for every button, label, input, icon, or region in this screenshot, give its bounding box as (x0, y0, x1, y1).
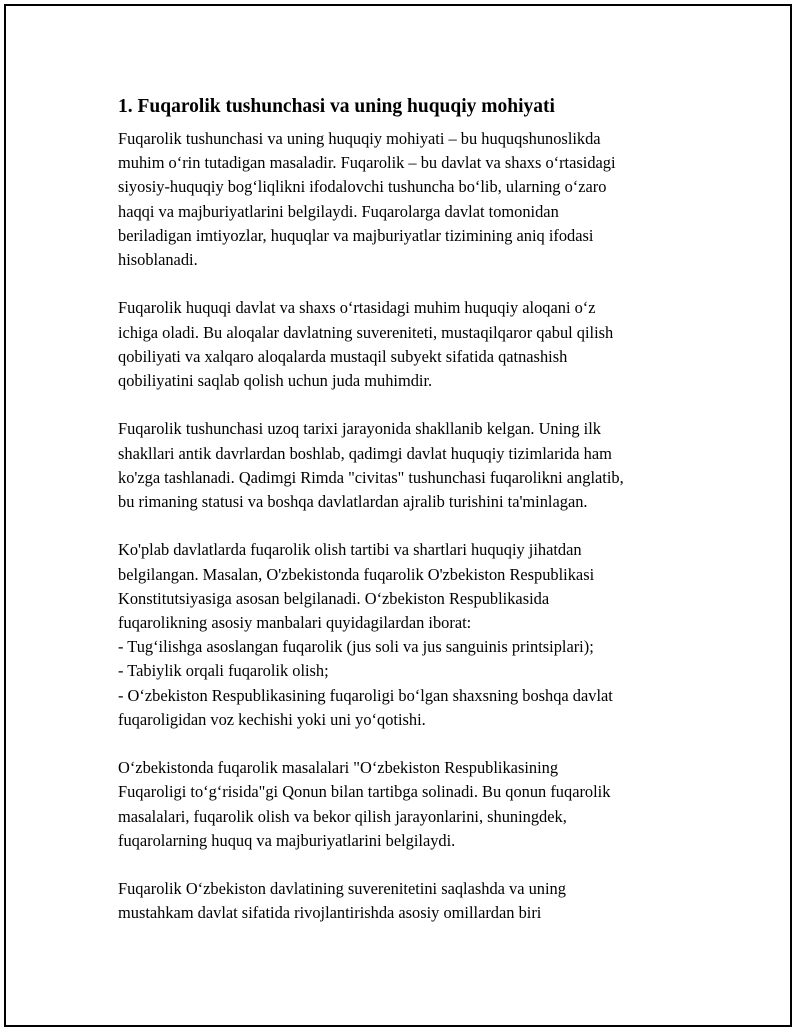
list-item: - Tabiylik orqali fuqarolik olish; (118, 661, 329, 681)
text-line: shakllari antik davrlardan boshlab, qadimgi davlat huquqiy tizimlarida ham (118, 443, 612, 463)
text-line: qobiliyatini saqlab qolish uchun juda muhimdir. (118, 371, 433, 391)
paragraph-3 (118, 417, 708, 514)
paragraph-1 (118, 127, 708, 272)
text-line: haqqi va majburiyatlarini belgilaydi. Fuqarolarga davlat tomonidan (118, 201, 559, 221)
text-line: Fuqarolik tushunchasi uzoq tarixi jarayonida shakllanib kelgan. Uning ilk (118, 419, 601, 439)
text-line: Konstitutsiyasiga asosan belgilanadi. Oʻzbekiston Respublikasida (118, 588, 550, 608)
text-line: bu rimaning statusi va boshqa davlatlardan ajralib turishini ta'minlagan. (118, 492, 588, 512)
text-line: siyosiy-huquqiy bogʻliqlikni ifodalovchi tushuncha boʻlib, ularning oʻzaro (118, 177, 607, 197)
text-line: muhim oʻrin tutadigan masaladir. Fuqarolik – bu davlat va shaxs oʻrtasidagi (118, 153, 616, 173)
text-line: Fuqarolik Oʻzbekiston davlatining suverenitetini saqlashda va uning (118, 879, 566, 899)
list-item: - Tugʻilishga asoslangan fuqarolik (jus soli va jus sanguinis printsiplari); (118, 637, 594, 657)
text-line: qobiliyati va xalqaro aloqalarda mustaqil subyekt sifatida qatnashish (118, 346, 568, 366)
section-title: 1. Fuqarolik tushunchasi va uning huquqiy mohiyati (118, 96, 555, 117)
text-line: beriladigan imtiyozlar, huquqlar va majburiyatlar tizimining aniq ifodasi (118, 225, 594, 245)
text-line: Fuqarolik tushunchasi va uning huquqiy mohiyati – bu huquqshunoslikda (118, 129, 601, 148)
paragraph-2 (118, 296, 708, 393)
text-line: Oʻzbekistonda fuqarolik masalalari "Oʻzbekiston Respublikasining (118, 758, 559, 778)
text-line: Fuqarolik huquqi davlat va shaxs oʻrtasidagi muhim huquqiy aloqani oʻz (118, 298, 596, 318)
text-line: Fuqaroligi toʻgʻrisida"gi Qonun bilan tartibga solinadi. Bu qonun fuqarolik (118, 782, 611, 802)
paragraph-5 (118, 756, 708, 853)
text-line: ichiga oladi. Bu aloqalar davlatning suvereniteti, mustaqilqaror qabul qilish (118, 322, 614, 342)
text-line: Ko'plab davlatlarda fuqarolik olish tartibi va shartlari huquqiy jihatdan (118, 540, 582, 560)
text-line: fuqaroligidan voz kechishi yoki uni yoʻqotishi. (118, 709, 426, 729)
list-item: - Oʻzbekiston Respublikasining fuqaroligi boʻlgan shaxsning boshqa davlat (118, 685, 613, 705)
paragraph-6 (118, 877, 708, 925)
document-body (118, 93, 708, 950)
text-line: fuqarolikning asosiy manbalari quyidagilardan iborat: (118, 613, 472, 633)
text-line: fuqarolarning huquq va majburiyatlarini belgilaydi. (118, 830, 456, 850)
text-line: belgilangan. Masalan, O'zbekistonda fuqarolik O'zbekiston Respublikasi (118, 564, 595, 584)
text-line: hisoblanadi. (118, 250, 198, 270)
text-line: masalalari, fuqarolik olish va bekor qilish jarayonlarini, shuningdek, (118, 806, 567, 826)
paragraph-4 (118, 538, 708, 732)
text-line: ko'zga tashlanadi. Qadimgi Rimda "civitas" tushunchasi fuqarolikni anglatib, (118, 467, 624, 487)
text-line: mustahkam davlat sifatida rivojlantirishda asosiy omillardan biri (118, 903, 542, 923)
